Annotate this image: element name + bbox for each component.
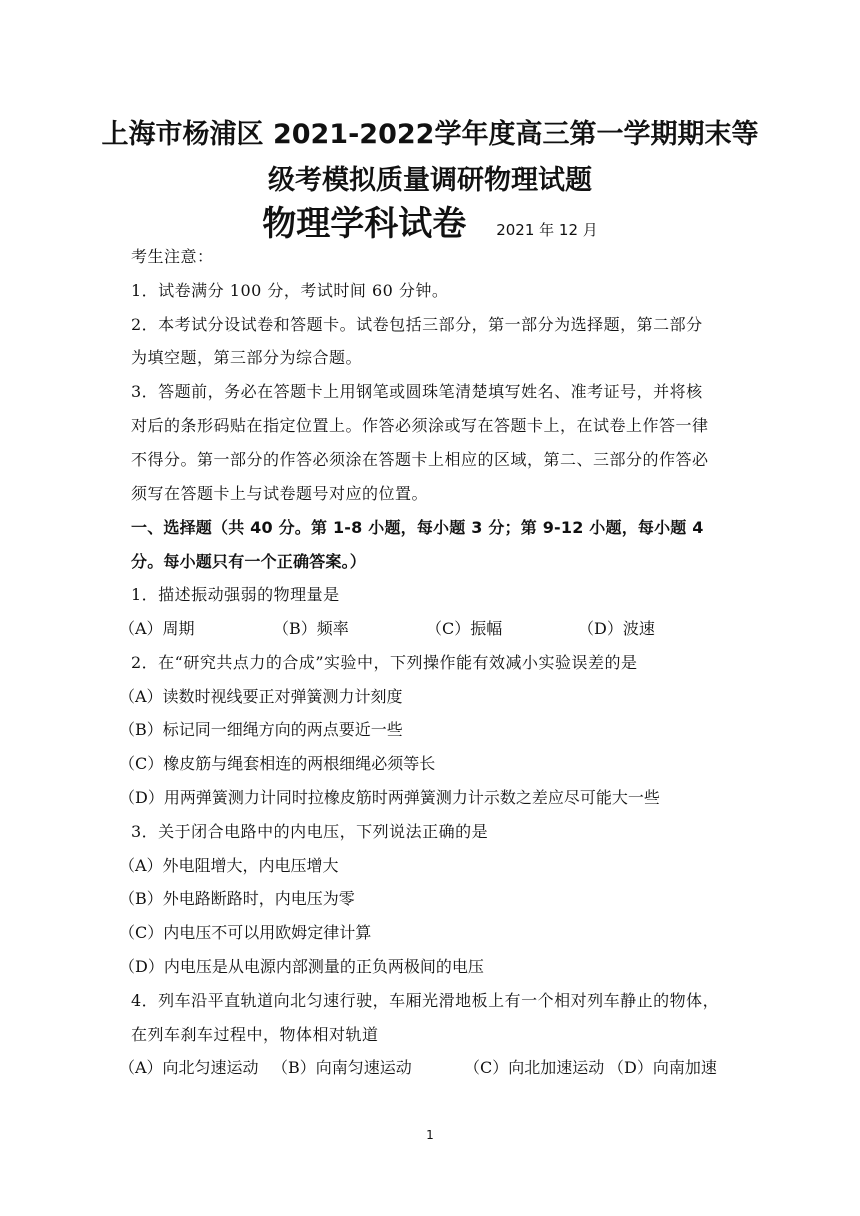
question-4-stem-line2: 在列车刹车过程中，物体相对轨道 (131, 1025, 379, 1044)
question-1-option-c: （C）振幅 (426, 619, 503, 638)
question-1-option-d: （D）波速 (578, 619, 655, 638)
question-2-option-c: （C）橡皮筋与绳套相连的两根细绳必须等长 (119, 754, 436, 773)
exam-date: 2021 年 12 月 (496, 221, 598, 239)
question-1-option-b: （B）频率 (273, 619, 349, 638)
subject-heading (0, 196, 860, 245)
section-heading-line1: 一、选择题（共 40 分。第 1-8 小题，每小题 3 分；第 9-12 小题，每小题 4 (131, 518, 704, 537)
question-3-stem: 3．关于闭合电路中的内电压，下列说法正确的是 (131, 822, 489, 841)
question-4-stem-line1: 4．列车沿平直轨道向北匀速行驶，车厢光滑地板上有一个相对列车静止的物体， (131, 991, 720, 1010)
question-2-option-a: （A）读数时视线要正对弹簧测力计刻度 (119, 687, 403, 706)
question-4-option-a: （A）向北匀速运动 (119, 1058, 259, 1077)
notice-line: 不得分。第一部分的作答必须涂在答题卡上相应的区域，第二、三部分的作答必 (131, 450, 709, 469)
question-3-option-b: （B）外电路断路时，内电压为零 (119, 889, 355, 908)
question-4-option-c: （C）向北加速运动 (464, 1058, 605, 1077)
notice-line: 对后的条形码贴在指定位置上。作答必须涂或写在答题卡上，在试卷上作答一律 (131, 416, 709, 435)
question-3-option-c: （C）内电压不可以用欧姆定律计算 (119, 923, 372, 942)
page-number: 1 (426, 1128, 434, 1142)
notice-line: 为填空题，第三部分为综合题。 (131, 348, 363, 367)
notice-line: 2．本考试分设试卷和答题卡。试卷包括三部分，第一部分为选择题，第二部分 (131, 315, 703, 334)
notice-line: 3．答题前，务必在答题卡上用钢笔或圆珠笔清楚填写姓名、准考证号，并将核 (131, 382, 703, 401)
notice-line: 1．试卷满分 100 分，考试时间 60 分钟。 (131, 281, 449, 300)
exam-title-line2: 级考模拟质量调研物理试题 (268, 165, 592, 196)
question-2-option-d: （D）用两弹簧测力计同时拉橡皮筋时两弹簧测力计示数之差应尽可能大一些 (119, 788, 660, 807)
question-4-option-d: （D）向南加速 (608, 1058, 717, 1077)
question-1-option-a: （A）周期 (119, 619, 195, 638)
question-4-option-b: （B）向南匀速运动 (272, 1058, 412, 1077)
subject-title: 物理学科试卷 (262, 204, 467, 244)
question-1-stem: 1．描述振动强弱的物理量是 (131, 585, 340, 604)
question-2-option-b: （B）标记同一细绳方向的两点要近一些 (119, 720, 403, 739)
question-2-stem: 2．在“研究共点力的合成”实验中，下列操作能有效减小实验误差的是 (131, 653, 638, 672)
question-3-option-a: （A）外电阻增大，内电压增大 (119, 856, 339, 875)
section-heading-line2: 分。每小题只有一个正确答案。） (131, 552, 367, 571)
notice-line: 须写在答题卡上与试卷题号对应的位置。 (131, 484, 429, 503)
question-3-option-d: （D）内电压是从电源内部测量的正负两极间的电压 (119, 957, 484, 976)
notice-heading: 考生注意： (131, 247, 214, 266)
exam-title-line1: 上海市杨浦区 2021-2022学年度高三第一学期期末等 (101, 119, 759, 150)
